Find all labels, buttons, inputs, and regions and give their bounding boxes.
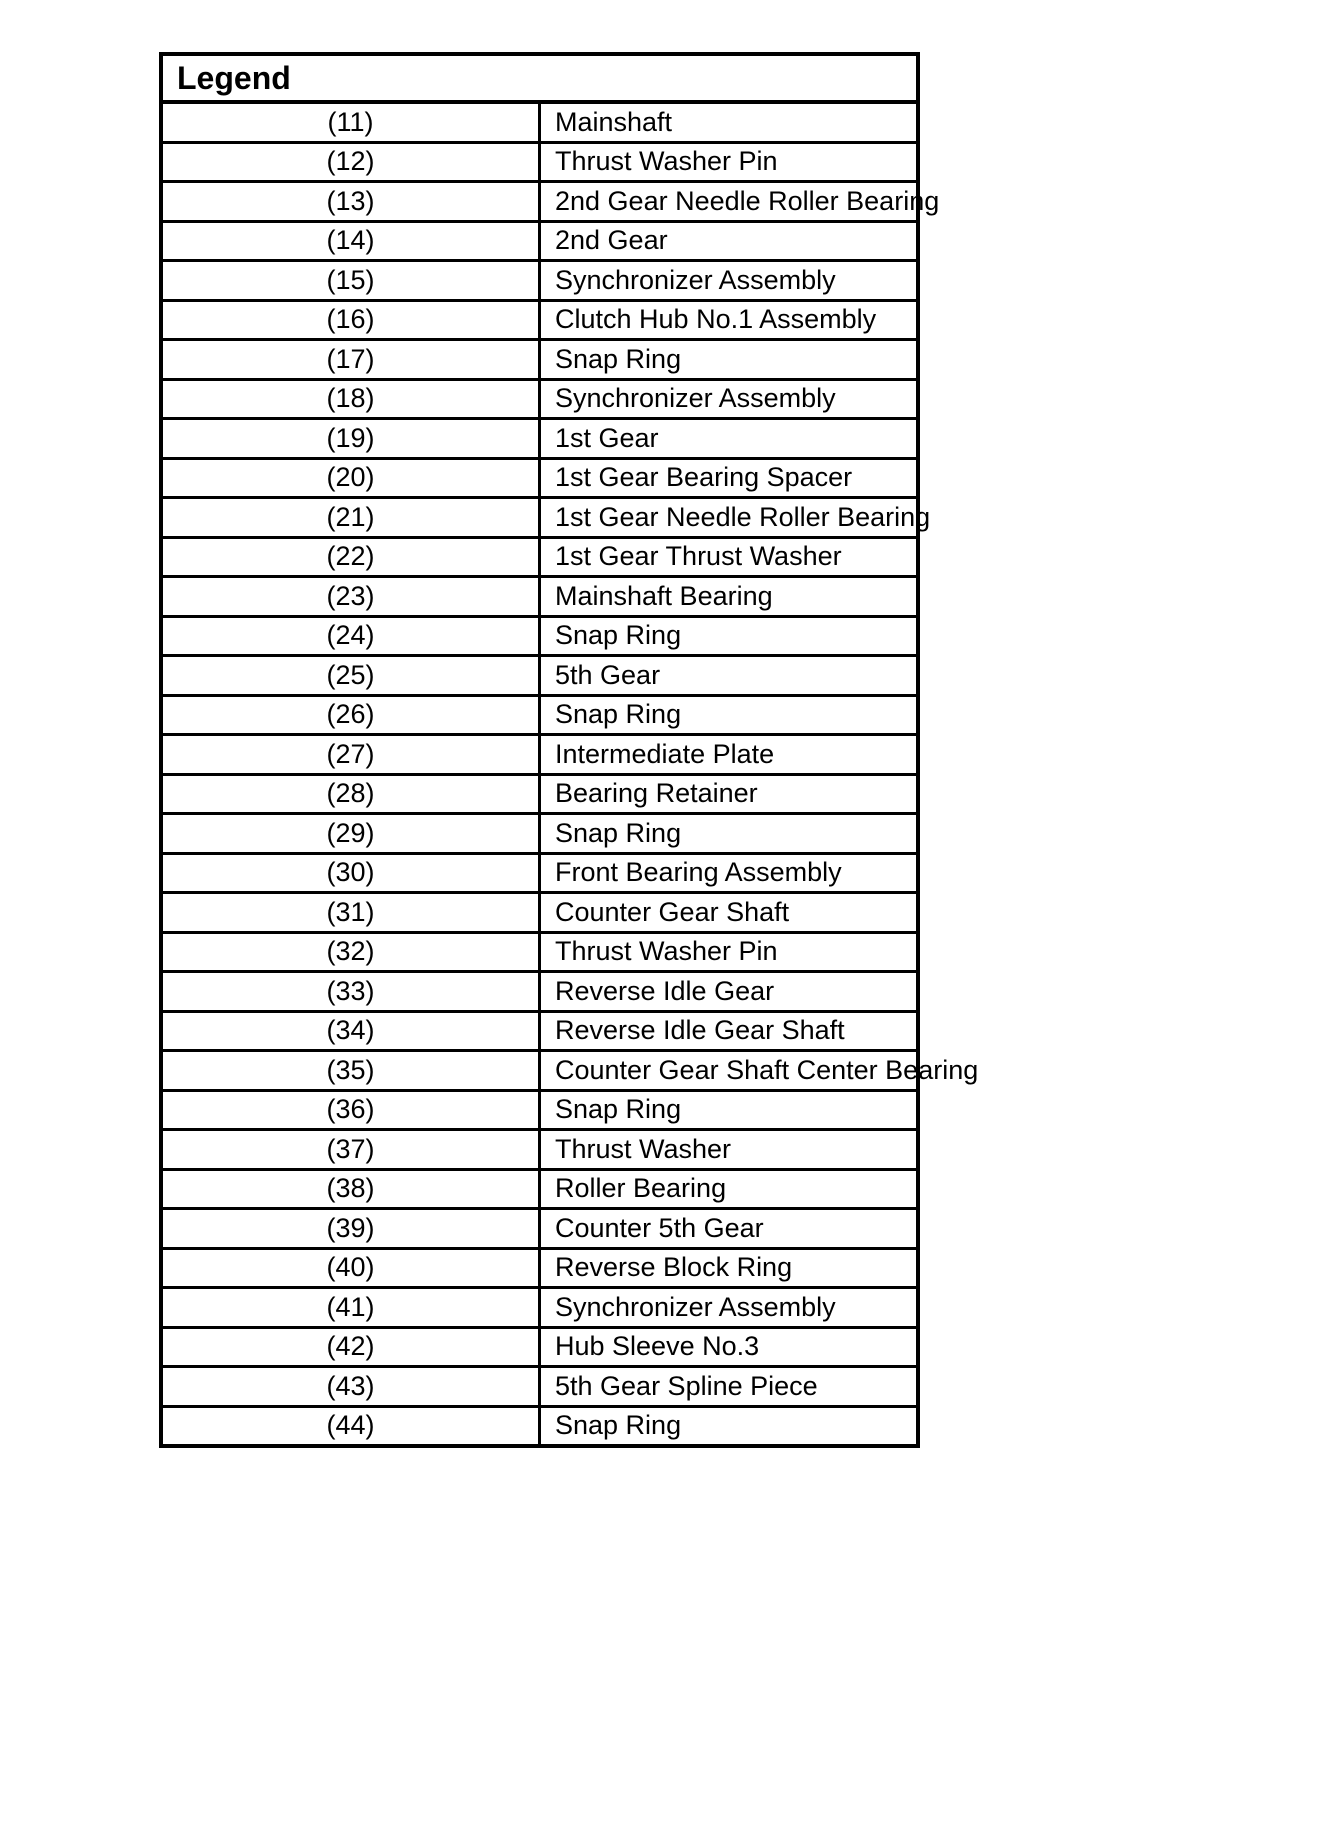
legend-row <box>161 1051 918 1091</box>
legend-row <box>161 1090 918 1130</box>
legend-item-number: (44) <box>161 1406 540 1446</box>
legend-row <box>161 1367 918 1407</box>
legend-item-description: Thrust Washer Pin <box>540 932 919 972</box>
legend-row <box>161 182 918 222</box>
legend-row <box>161 537 918 577</box>
legend-item-description: Front Bearing Assembly <box>540 853 919 893</box>
legend-row <box>161 1011 918 1051</box>
legend-row <box>161 774 918 814</box>
legend-item-number: (36) <box>161 1090 540 1130</box>
legend-item-description: Snap Ring <box>540 1406 919 1446</box>
legend-item-number: (30) <box>161 853 540 893</box>
legend-row <box>161 498 918 538</box>
legend-item-number: (31) <box>161 893 540 933</box>
legend-row <box>161 814 918 854</box>
legend-row <box>161 932 918 972</box>
legend-item-description: Hub Sleeve No.3 <box>540 1327 919 1367</box>
legend-title-row <box>161 54 918 102</box>
legend-row <box>161 1209 918 1249</box>
legend-item-description: Reverse Block Ring <box>540 1248 919 1288</box>
legend-item-number: (43) <box>161 1367 540 1407</box>
legend-item-description: 2nd Gear Needle Roller Bearing <box>540 182 919 222</box>
legend-row <box>161 1327 918 1367</box>
legend-row <box>161 735 918 775</box>
legend-item-description: Reverse Idle Gear <box>540 972 919 1012</box>
legend-table-body <box>161 54 979 1446</box>
legend-item-number: (32) <box>161 932 540 972</box>
legend-item-description: 1st Gear Bearing Spacer <box>540 458 919 498</box>
legend-row <box>161 577 918 617</box>
legend-item-number: (27) <box>161 735 540 775</box>
legend-row <box>161 1248 918 1288</box>
legend-item-description: Mainshaft <box>540 102 919 142</box>
legend-item-number: (24) <box>161 616 540 656</box>
legend-item-description: Clutch Hub No.1 Assembly <box>540 300 919 340</box>
legend-item-number: (37) <box>161 1130 540 1170</box>
legend-table <box>159 52 979 1448</box>
legend-item-number: (11) <box>161 102 540 142</box>
legend-item-description: Thrust Washer Pin <box>540 142 919 182</box>
legend-item-number: (22) <box>161 537 540 577</box>
legend-item-description: Synchronizer Assembly <box>540 261 919 301</box>
legend-item-description: Reverse Idle Gear Shaft <box>540 1011 919 1051</box>
legend-item-number: (26) <box>161 695 540 735</box>
legend-item-description: 5th Gear Spline Piece <box>540 1367 919 1407</box>
legend-row <box>161 379 918 419</box>
legend-item-number: (19) <box>161 419 540 459</box>
legend-item-number: (16) <box>161 300 540 340</box>
legend-item-description: 1st Gear Needle Roller Bearing <box>540 498 919 538</box>
legend-item-description: Mainshaft Bearing <box>540 577 919 617</box>
legend-item-number: (18) <box>161 379 540 419</box>
legend-row <box>161 853 918 893</box>
legend-item-description: Snap Ring <box>540 340 919 380</box>
legend-item-description: 5th Gear <box>540 656 919 696</box>
legend-row <box>161 695 918 735</box>
legend-row <box>161 1406 918 1446</box>
legend-row <box>161 340 918 380</box>
legend-item-number: (42) <box>161 1327 540 1367</box>
legend-item-number: (39) <box>161 1209 540 1249</box>
legend-item-number: (17) <box>161 340 540 380</box>
legend-item-number: (25) <box>161 656 540 696</box>
legend-row <box>161 1169 918 1209</box>
legend-item-description: Snap Ring <box>540 1090 919 1130</box>
legend-item-description: Roller Bearing <box>540 1169 919 1209</box>
legend-item-number: (34) <box>161 1011 540 1051</box>
legend-item-description: Bearing Retainer <box>540 774 919 814</box>
legend-item-number: (14) <box>161 221 540 261</box>
legend-item-number: (21) <box>161 498 540 538</box>
legend-row <box>161 419 918 459</box>
legend-item-description: 1st Gear <box>540 419 919 459</box>
legend-row <box>161 261 918 301</box>
legend-row <box>161 102 918 142</box>
legend-item-number: (38) <box>161 1169 540 1209</box>
legend-item-number: (15) <box>161 261 540 301</box>
legend-item-number: (13) <box>161 182 540 222</box>
legend-item-description: Synchronizer Assembly <box>540 1288 919 1328</box>
legend-item-number: (40) <box>161 1248 540 1288</box>
legend-row <box>161 893 918 933</box>
legend-item-description: Intermediate Plate <box>540 735 919 775</box>
legend-item-description: Counter 5th Gear <box>540 1209 919 1249</box>
legend-row <box>161 458 918 498</box>
legend-row <box>161 1130 918 1170</box>
legend-item-number: (35) <box>161 1051 540 1091</box>
legend-item-description: Counter Gear Shaft <box>540 893 919 933</box>
legend-item-number: (29) <box>161 814 540 854</box>
legend-item-description: Snap Ring <box>540 616 919 656</box>
legend-item-description: Synchronizer Assembly <box>540 379 919 419</box>
legend-row <box>161 300 918 340</box>
legend-item-number: (41) <box>161 1288 540 1328</box>
legend-item-number: (28) <box>161 774 540 814</box>
legend-item-description: 2nd Gear <box>540 221 919 261</box>
legend-row <box>161 221 918 261</box>
legend-item-number: (20) <box>161 458 540 498</box>
legend-item-number: (23) <box>161 577 540 617</box>
legend-item-description: Snap Ring <box>540 695 919 735</box>
legend-row <box>161 616 918 656</box>
legend-row <box>161 656 918 696</box>
legend-item-number: (12) <box>161 142 540 182</box>
legend-item-description: 1st Gear Thrust Washer <box>540 537 919 577</box>
legend-row <box>161 1288 918 1328</box>
legend-item-number: (33) <box>161 972 540 1012</box>
legend-item-description: Counter Gear Shaft Center Bearing <box>540 1051 919 1091</box>
legend-row <box>161 142 918 182</box>
legend-row <box>161 972 918 1012</box>
legend-title: Legend <box>161 54 918 102</box>
legend-item-description: Thrust Washer <box>540 1130 919 1170</box>
legend-item-description: Snap Ring <box>540 814 919 854</box>
